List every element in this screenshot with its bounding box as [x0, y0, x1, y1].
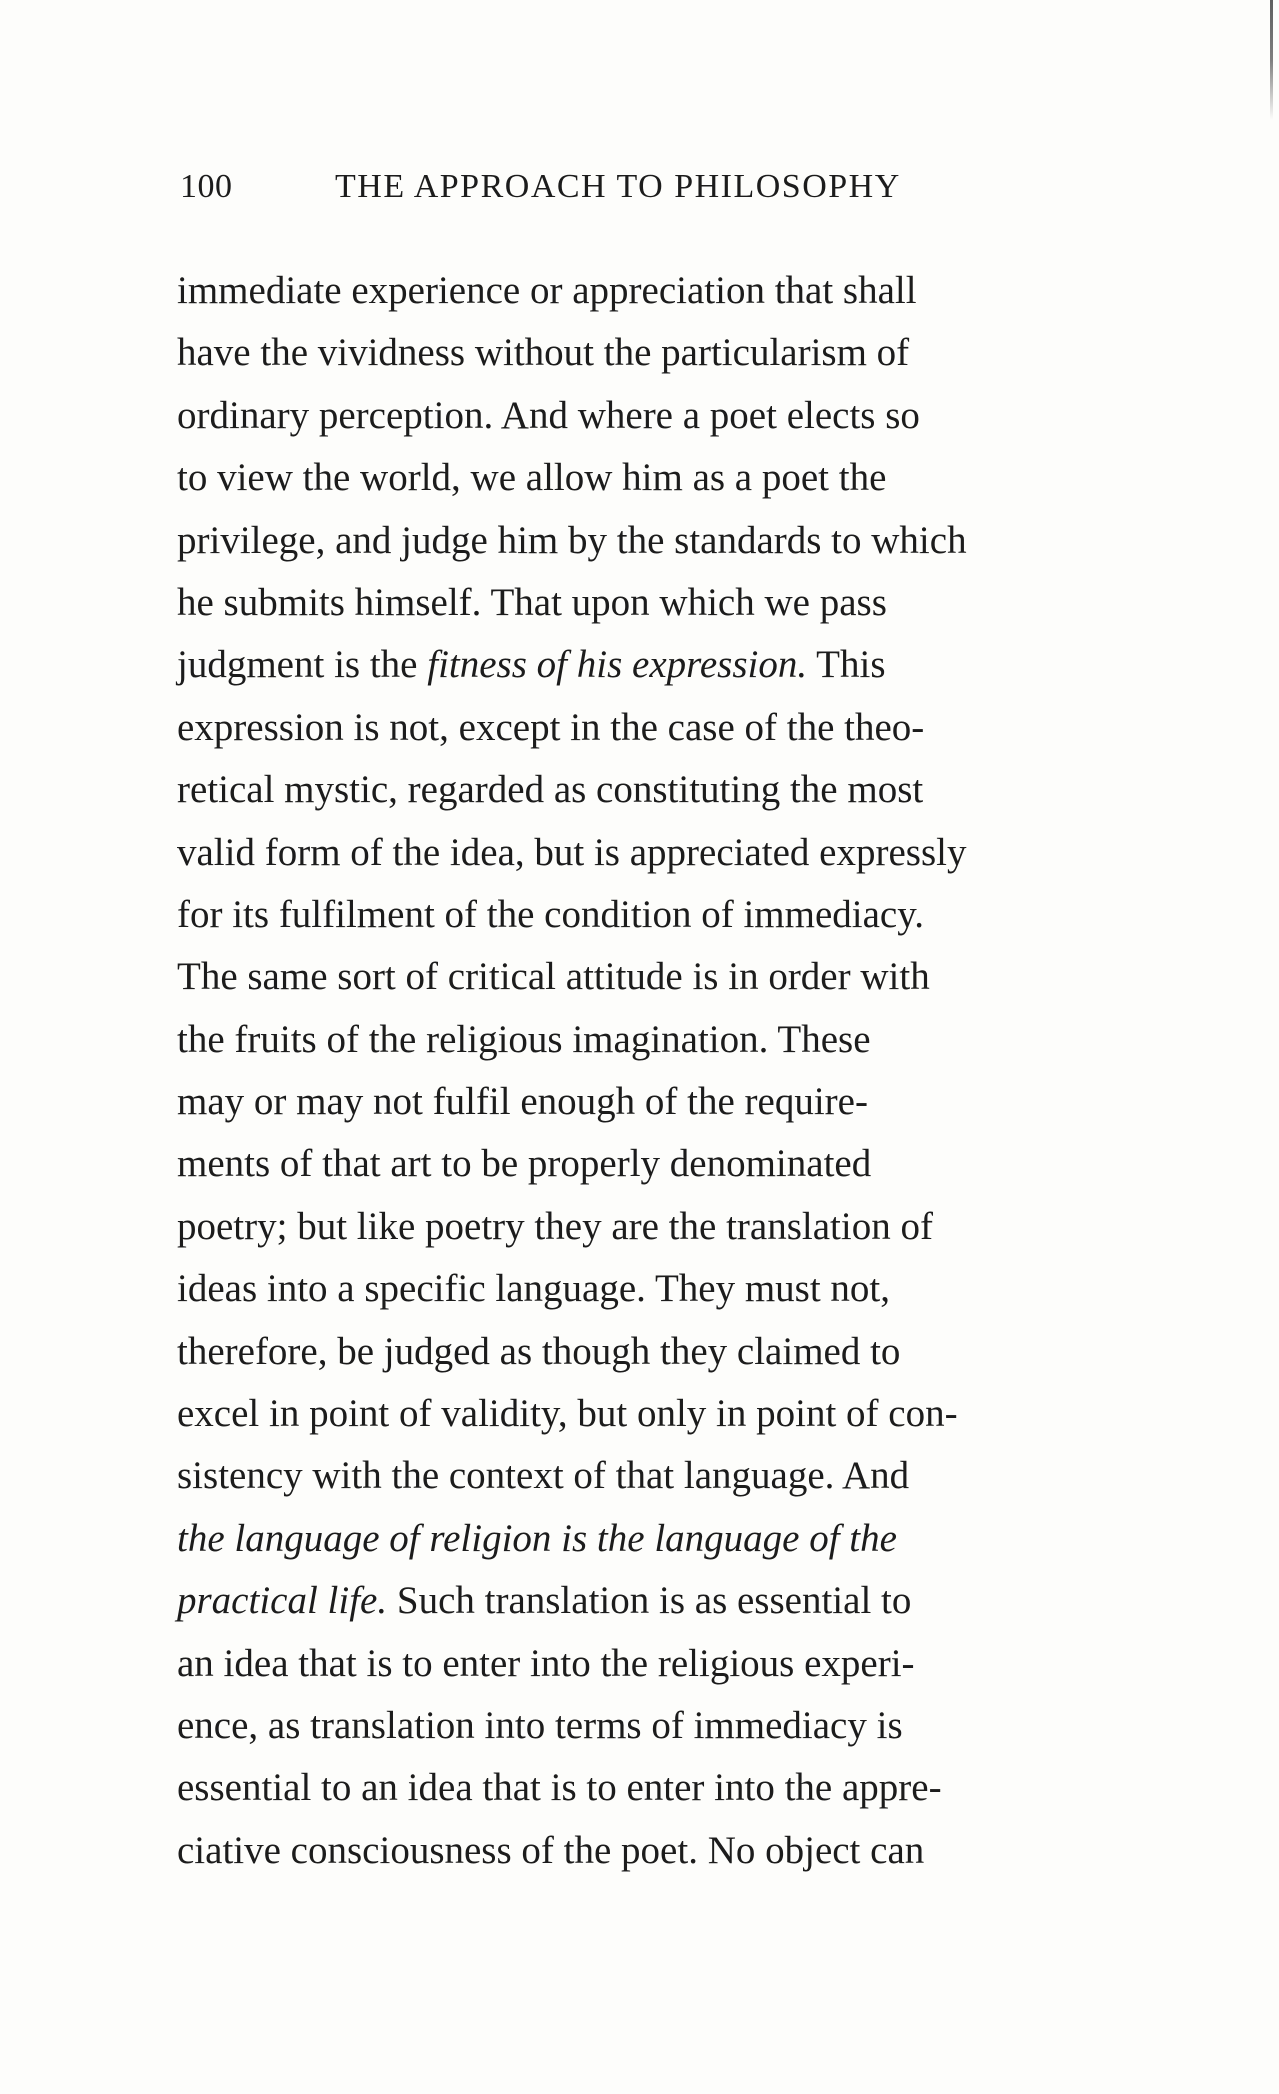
text-segment: ordinary perception. And where a poet elects so: [177, 393, 920, 437]
text-line: [177, 1071, 1125, 1133]
text-line: [177, 759, 1125, 821]
text-line: [177, 1757, 1125, 1819]
text-line: [177, 1508, 1125, 1570]
text-line: [177, 1570, 1125, 1632]
italic-text: practical life.: [177, 1579, 388, 1623]
text-line: [177, 1258, 1125, 1320]
text-segment: valid form of the idea, but is appreciated expressly: [177, 830, 967, 874]
text-segment: to view the world, we allow him as a poet the: [177, 456, 887, 500]
text-segment: expression is not, except in the case of the theo-: [177, 705, 925, 749]
text-segment: ence, as translation into terms of immediacy is: [177, 1703, 903, 1747]
text-line: [177, 1133, 1125, 1195]
text-segment: an idea that is to enter into the religious experi-: [177, 1641, 915, 1685]
text-line: [177, 447, 1125, 509]
text-line: [177, 322, 1125, 384]
text-line: [177, 946, 1125, 1008]
italic-text: the language of religion is the language of the: [177, 1516, 897, 1560]
text-line: [177, 1820, 1125, 1882]
text-line: [177, 822, 1125, 884]
text-line: [177, 385, 1125, 447]
text-segment: judgment is the: [177, 643, 428, 687]
text-segment: therefore, be judged as though they claimed to: [177, 1329, 901, 1373]
text-line: [177, 1695, 1125, 1757]
text-line: [177, 260, 1125, 322]
text-segment: Such translation is as essential to: [387, 1579, 912, 1623]
text-line: [177, 572, 1125, 634]
text-segment: have the vividness without the particularism of: [177, 331, 910, 375]
text-line: [177, 634, 1125, 696]
text-line: [177, 1196, 1125, 1258]
text-segment: retical mystic, regarded as constituting the most: [177, 768, 924, 812]
text-segment: This: [807, 643, 886, 687]
text-segment: essential to an idea that is to enter into the appre-: [177, 1766, 942, 1810]
text-segment: may or may not fulfil enough of the require-: [177, 1080, 868, 1124]
text-segment: ments of that art to be properly denominated: [177, 1142, 872, 1186]
text-segment: ideas into a specific language. They must not,: [177, 1267, 891, 1311]
text-segment: privilege, and judge him by the standards to which: [177, 518, 967, 562]
text-line: [177, 1383, 1125, 1445]
italic-text: fitness of his expression.: [427, 643, 808, 687]
text-line: [177, 510, 1125, 572]
page-number: 100: [180, 168, 233, 205]
text-line: [177, 1445, 1125, 1507]
text-segment: immediate experience or appreciation that shall: [177, 269, 917, 312]
text-line: [177, 1321, 1125, 1383]
page-edge-shadow: [1270, 0, 1273, 120]
text-line: [177, 884, 1125, 946]
text-line: [177, 1009, 1125, 1071]
text-line: [177, 1633, 1125, 1695]
text-line: [177, 697, 1125, 759]
body-text: [177, 260, 1125, 1882]
text-segment: ciative consciousness of the poet. No object can: [177, 1828, 925, 1872]
running-head: [180, 168, 1120, 218]
text-segment: The same sort of critical attitude is in order with: [177, 955, 930, 999]
text-segment: sistency with the context of that language. And: [177, 1454, 910, 1498]
text-segment: poetry; but like poetry they are the translation of: [177, 1204, 933, 1248]
running-title: THE APPROACH TO PHILOSOPHY: [335, 168, 901, 205]
text-segment: excel in point of validity, but only in point of con-: [177, 1392, 958, 1436]
text-segment: the fruits of the religious imagination. These: [177, 1017, 871, 1061]
text-segment: for its fulfilment of the condition of immediacy.: [177, 892, 924, 936]
text-segment: he submits himself. That upon which we pass: [177, 580, 887, 624]
